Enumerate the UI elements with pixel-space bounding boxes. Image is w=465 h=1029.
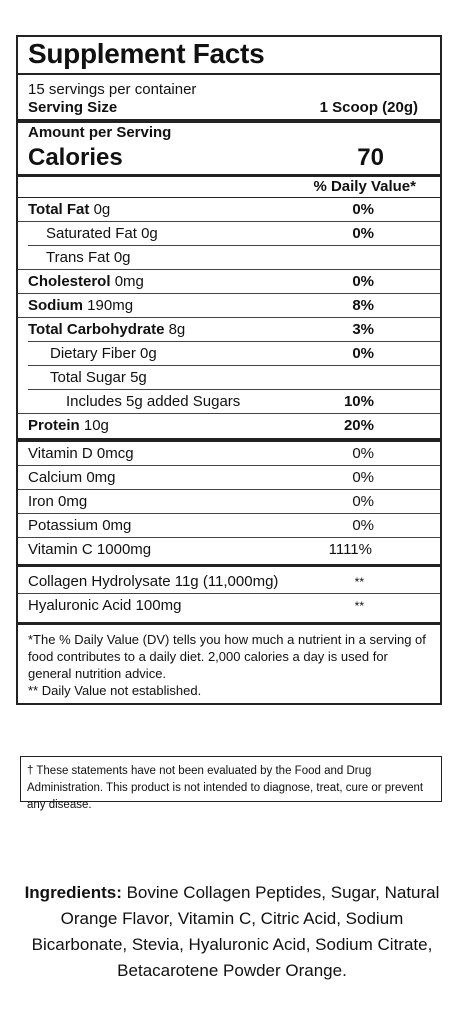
nutrient-dv: 0% (352, 273, 374, 290)
other-row (18, 570, 440, 594)
vitamin-row (18, 442, 440, 466)
vitamin-row (18, 466, 440, 490)
daily-value-not-established: ** Daily Value not established. (28, 683, 202, 698)
nutrient-row (18, 342, 440, 366)
other-dv: ** (354, 599, 364, 613)
vitamin-row (18, 538, 440, 562)
nutrient-row (18, 270, 440, 294)
ingredients-paragraph (16, 880, 448, 984)
nutrient-row (18, 366, 440, 390)
nutrient-dv: 8% (352, 297, 374, 314)
vitamin-dv: 0% (352, 493, 374, 510)
vitamin-row (18, 490, 440, 514)
nutrient-dv: 3% (352, 321, 374, 338)
vitamin-dv: 1111% (328, 541, 372, 558)
nutrient-name: Cholesterol 0mg (28, 273, 144, 290)
nutrient-row (18, 222, 440, 246)
vitamin-name: Vitamin D 0mcg (28, 445, 134, 462)
daily-value-footnote: *The % Daily Value (DV) tells you how much a nutrient in a serving of food contributes to a daily diet. 2,000 calories a day is used for general nutrition advice. (28, 632, 426, 681)
ingredients-text: Bovine Collagen Peptides, Sugar, Natural Orange Flavor, Vitamin C, Citric Acid, Sodium Bicarbonate, Stevia, Hyaluronic Acid, Sodium Citrate, Betacarotene Powder Orange. (31, 883, 440, 980)
amount-per-serving: Amount per Serving (28, 124, 172, 141)
vitamin-name: Potassium 0mg (28, 517, 132, 534)
other-name: Collagen Hydrolysate 11g (11,000mg) (28, 573, 279, 590)
vitamin-dv: 0% (352, 517, 374, 534)
nutrient-row (18, 198, 440, 222)
nutrient-name: Total Sugar 5g (50, 369, 147, 386)
other-dv: ** (354, 575, 364, 589)
nutrient-dv: 20% (343, 417, 374, 434)
thick-divider (18, 564, 440, 567)
vitamin-row (18, 514, 440, 538)
ingredients-label: Ingredients: (24, 883, 122, 902)
divider (18, 73, 440, 75)
vitamin-name: Vitamin C 1000mg (28, 541, 152, 558)
calories-value: 70 (357, 144, 384, 171)
nutrient-name: Protein 10g (28, 417, 109, 434)
thick-divider (18, 622, 440, 625)
nutrient-row (18, 294, 440, 318)
nutrient-dv: 0% (352, 225, 374, 242)
supplement-facts-panel (16, 35, 442, 705)
servings-per-container: 15 servings per container (28, 81, 197, 98)
vitamin-name: Iron 0mg (28, 493, 88, 510)
nutrient-name: Total Fat 0g (28, 201, 111, 218)
calories-label: Calories (28, 144, 123, 171)
fda-disclaimer: † These statements have not been evaluated by the Food and Drug Administration. This product is not intended to diagnose, treat, cure or prevent any disease. (20, 756, 442, 802)
nutrient-dv: 0% (352, 201, 374, 218)
serving-size-value: 1 Scoop (20g) (319, 99, 418, 116)
other-row (18, 594, 440, 618)
nutrient-name: Saturated Fat 0g (46, 225, 158, 242)
nutrient-row (18, 318, 440, 342)
nutrient-name: Sodium 190mg (28, 297, 134, 314)
panel-title: Supplement Facts (28, 38, 265, 69)
nutrient-name: Dietary Fiber 0g (50, 345, 157, 362)
serving-size-label: Serving Size (28, 99, 118, 116)
nutrient-dv: 10% (343, 393, 374, 410)
other-name: Hyaluronic Acid 100mg (28, 597, 182, 614)
vitamin-dv: 0% (352, 445, 374, 462)
nutrient-row (18, 414, 440, 438)
daily-value-header: % Daily Value* (313, 178, 416, 195)
nutrient-row (18, 390, 440, 414)
nutrient-row (18, 246, 440, 270)
nutrient-name: Trans Fat 0g (46, 249, 131, 266)
nutrient-name: Includes 5g added Sugars (66, 393, 241, 410)
nutrient-dv: 0% (352, 345, 374, 362)
vitamin-dv: 0% (352, 469, 374, 486)
nutrient-name: Total Carbohydrate 8g (28, 321, 186, 338)
vitamin-name: Calcium 0mg (28, 469, 116, 486)
